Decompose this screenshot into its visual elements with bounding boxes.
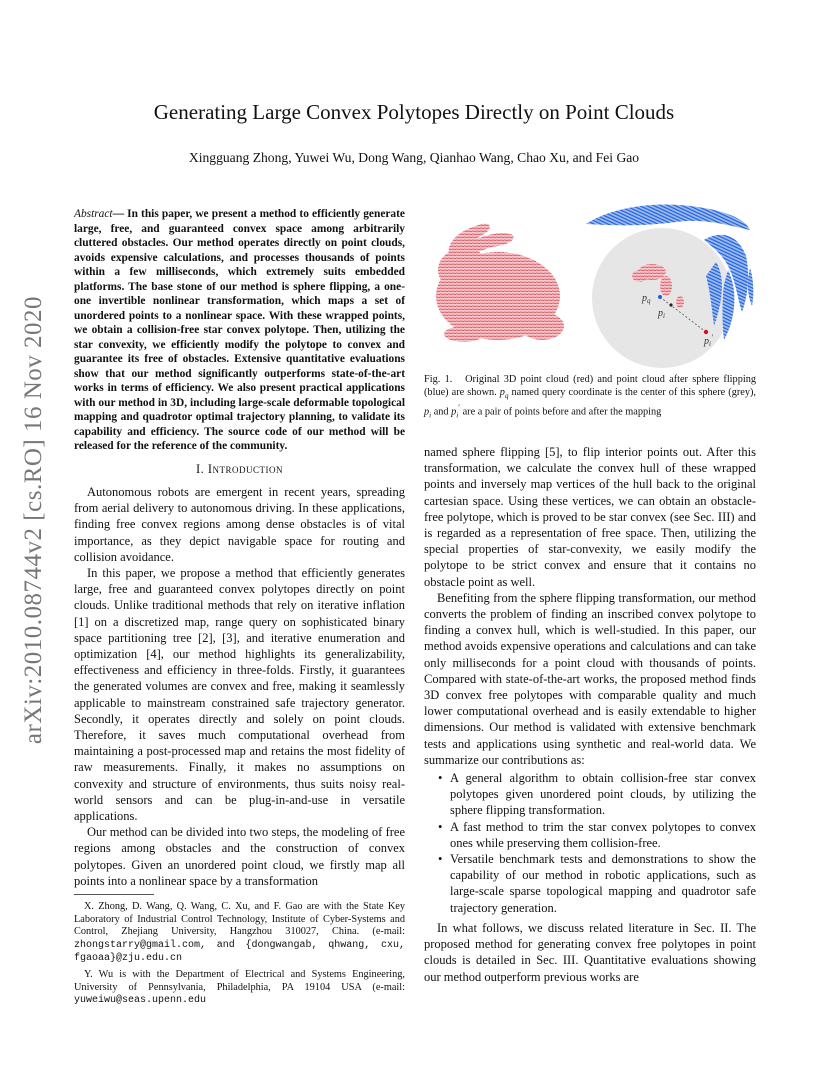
figure-1-caption: Fig. 1. Original 3D point cloud (red) and point cloud after sphere flipping (blue) are shown. $p_q$ named query coordinate is the center of this sphere (grey), $p_i$ and $p_i'$ are a pair of points before and after the mapping (424, 374, 756, 420)
introduction-body (74, 484, 405, 889)
abstract-text: In this paper, we present a method to efficiently generate large, free, and guaranteed convex space among arbitrarily cluttered obstacles. Our method operates directly on point clouds, avoids expensive calculations, and processes thousands of points within a few milliseconds, which extremely suits embedded platforms. The base stone of our method is sphere flipping, a one-one invertible nonlinear transformation, which maps a set of unordered points to a nonlinear space. With these wrapped points, we obtain a collision-free star convex polytope. Then, utilizing the star convexity, we efficiently modify the polytope to convex and guarantee its free of obstacles. Extensive quantitative evaluations show that our method significantly outperforms state-of-the-art works in terms of efficiency. We also present practical applications with our method in 3D, including large-scale deformable topological mapping and quadrotor optimal trajectory planning, to validate its capability and efficiency. The source code of our method will be released for the reference of the community. (74, 208, 405, 452)
query-point-marker (658, 295, 662, 299)
point-pi-marker (669, 303, 672, 306)
section-heading-introduction: I. Introduction (195, 462, 284, 476)
label-pq: $p_q$ (642, 293, 651, 305)
paper-title: Generating Large Convex Polytopes Directly on Point Clouds (153, 100, 675, 124)
footnote-rule (74, 894, 154, 895)
body-paragraph: named sphere flipping [5], to flip interior points out. After this transformation, we calculate the convex hull of these wrapped points and inversely map vertices of the hull back to the original cartesian space. Using these vertices, we can obtain an obstacle-free polytope, which is proved to be star convex (see Sec. III) and is regarded as a representation of free space. Then, utilizing the special properties of star-convexity, we easily modify the polytope to be strict convex and ensure that it contains no obstacle point as well. (424, 445, 756, 589)
list-item: • Versatile benchmark tests and demonstrations to show the capability of our method in robotic applications, such as large-scale sparse topological mapping and quadrotor safe trajectory generation. (438, 852, 756, 915)
body-paragraph: Benefiting from the sphere flipping transformation, our method converts the problem of finding an inscribed convex polytope to finding a convex hull, which is well-studied. In this paper, our method avoids expensive operations and calculations and can take only milliseconds for a point cloud with thousands of points. Compared with state-of-the-art works, the proposed method finds 3D convex free polytopes with comparable quality and much lower computational overhead and is easily extendable to higher dimensions. Our method is validated with extensive benchmark tests and applications using synthetic and real-world data. We summarize our contributions as: (424, 590, 756, 767)
list-item: • A general algorithm to obtain collision-free star convex polytopes given unordered point clouds, by utilizing the sphere flipping transformation. (438, 771, 756, 818)
intro-paragraph: Our method can be divided into two steps, the modeling of free regions among obstacles and the construction of convex polytopes. Given an unordered point cloud, we firstly map all points into a nonlinear space by a transformation (74, 825, 405, 888)
point-pi-prime-marker (704, 330, 708, 334)
figure-label: Fig. 1. (424, 374, 453, 385)
red-point-cloud-bunny (436, 224, 564, 342)
arxiv-sidebar-stamp (8, 280, 60, 760)
label-pi: $p_i$ (658, 308, 665, 320)
intro-paragraph: Autonomous robots are emergent in recent years, spreading from aerial delivery to autonomous driving. In these applications, finding free convex regions among dense obstacles is of vital importance, as they depict navigable space for routing and collision avoidance. (74, 485, 405, 564)
footnote-affiliation-upenn: Y. Wu is with the Department of Electrical and Systems Engineering, University of Pennsylvania, Philadelphia, PA 19104 USA (e-mail: yuweiwu@seas.upenn.edu (74, 968, 405, 1007)
footnote-email: yuweiwu@seas.upenn.edu (74, 995, 207, 1007)
intro-paragraph: In this paper, we propose a method that efficiently generates large, free and guaranteed convex polytopes directly on point clouds. Unlike traditional methods that rely on iterative inflation [1] on a discretized map, range query on sophisticated binary space partitioning tree [2], [3], and iterative enumeration and optimization [4], our method highlights its generalizability, effectiveness and efficiency in three-folds. Firstly, it guarantees the generated volumes are convex and free, making it seamlessly applicable to mainstream constrained safe trajectory generator. Secondly, it operates directly and solely on point clouds. Therefore, it saves much computational overhead from maintaining a post-processed map and retains the most fidelity of raw measurements. Finally, it makes no assumptions on convexity and structure of environments, thus suits noisy real-world sensors and can be plug-in-and-use in versatile applications. (74, 566, 405, 824)
list-item: • A fast method to trim the star convex polytopes to convex ones while preserving them collision-free. (438, 819, 756, 850)
figure-1 (424, 200, 756, 368)
author-list: Xingguang Zhong, Yuwei Wu, Dong Wang, Qianhao Wang, Chao Xu, and Fei Gao (188, 150, 640, 165)
abstract: Abstract— In this paper, we present a method to efficiently generate large, free, and guaranteed convex space among arbitrarily cluttered obstacles. Our method operates directly on point clouds, avoids expensive calculations, and processes thousands of points within a few milliseconds, which extremely suits embedded platforms. The base stone of our method is sphere flipping, a one-one invertible nonlinear transformation, which maps a set of unordered points to a nonlinear space. With these wrapped points, we obtain a collision-free star convex polytope. Then, utilizing the star convexity, we efficiently modify the polytope to convex and guarantee its free of obstacles. Extensive quantitative evaluations show that our method significantly outperforms state-of-the-art works in terms of efficiency. We also present practical applications with our method in 3D, including large-scale deformable topological mapping and quadrotor optimal trajectory planning, to validate its capability and efficiency. The source code of our method will be released for the reference of the community. (74, 208, 405, 452)
footnotes (74, 901, 405, 1011)
right-column-body (424, 444, 756, 985)
body-paragraph: In what follows, we discuss related literature in Sec. II. The proposed method for generating convex free polytopes in point clouds is detailed in Sec. III. Quantitative evaluations showing our method outperform previous works are (424, 920, 756, 984)
abstract-label: Abstract (74, 208, 113, 220)
arxiv-id: arXiv:2010.08744v2 [cs.RO] 16 Nov 2020 (20, 295, 47, 745)
contributions-list (424, 770, 756, 916)
footnote-email: zhongstarry@gmail.com, and {dongwangab, qhwang, cxu, fgaoaa}@zju.edu.cn (74, 939, 405, 965)
figure-1-illustration (424, 200, 756, 368)
footnote-affiliation-zju: X. Zhong, D. Wang, Q. Wang, C. Xu, and F. Gao are with the State Key Laboratory of Industrial Control Technology, Institute of Cyber-Systems and Control, Zhejiang University, Hangzhou 310027, China. (e-mail: zhongstarry@gmail.com, and {dongwangab, qhwang, cxu, fgaoaa}@zju.edu.cn (74, 901, 405, 965)
label-pi-prime: $p_i'$ (704, 333, 713, 348)
